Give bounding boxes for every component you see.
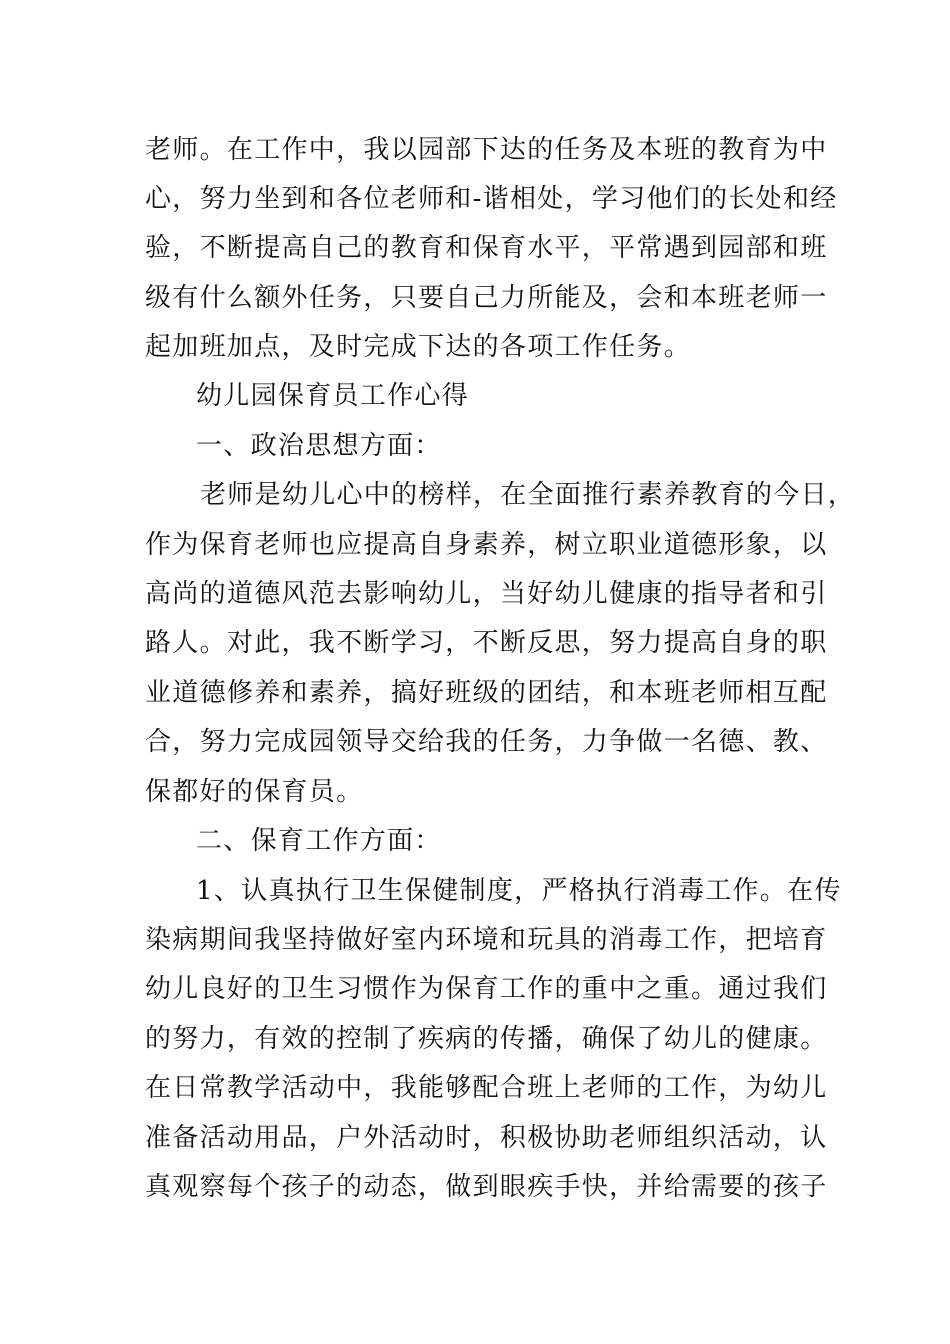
text-line: 保都好的保育员。 (145, 777, 364, 807)
subsection-heading: 一、政治思想方面： (196, 431, 442, 461)
text-line: 高尚的道德风范去影响幼儿，当好幼儿健康的指导者和引 (145, 579, 828, 609)
text-line: 老师。在工作中，我以园部下达的任务及本班的教育为中 (145, 135, 828, 165)
text-line: 幼儿良好的卫生习惯作为保育工作的重中之重。通过我们 (145, 974, 828, 1004)
text-line: 准备活动用品，户外活动时，积极协助老师组织活动，认 (145, 1123, 828, 1153)
subsection-heading: 二、保育工作方面： (196, 826, 442, 856)
text-line: 心，努力坐到和各位老师和-谐相处，学习他们的长处和经 (145, 184, 838, 214)
text-line: 染病期间我坚持做好室内环境和玩具的消毒工作，把培育 (145, 925, 828, 955)
text-line: 作为保育老师也应提高自身素养，树立职业道德形象，以 (145, 530, 828, 560)
text-line: 的努力，有效的控制了疾病的传播，确保了幼儿的健康。 (145, 1024, 828, 1054)
text-line: 级有什么额外任务，只要自己力所能及，会和本班老师一 (145, 283, 828, 313)
text-line: 1、认真执行卫生保健制度，严格执行消毒工作。在传 (196, 876, 842, 906)
text-line: 验，不断提高自己的教育和保育水平，平常遇到园部和班 (145, 233, 828, 263)
text-line: 合，努力完成园领导交给我的任务，力争做一名德、教、 (145, 727, 828, 757)
text-line: 在日常教学活动中，我能够配合班上老师的工作，为幼儿 (145, 1073, 828, 1103)
text-line: 业道德修养和素养，搞好班级的团结，和本班老师相互配 (145, 678, 828, 708)
text-line: 老师是幼儿心中的榜样，在全面推行素养教育的今日， (200, 480, 856, 510)
section-heading: 幼儿园保育员工作心得 (196, 381, 470, 411)
text-line: 起加班加点，及时完成下达的各项工作任务。 (145, 332, 692, 362)
text-line: 真观察每个孩子的动态，做到眼疾手快，并给需要的孩子 (145, 1172, 828, 1202)
text-line: 路人。对此，我不断学习，不断反思，努力提高自身的职 (145, 628, 828, 658)
